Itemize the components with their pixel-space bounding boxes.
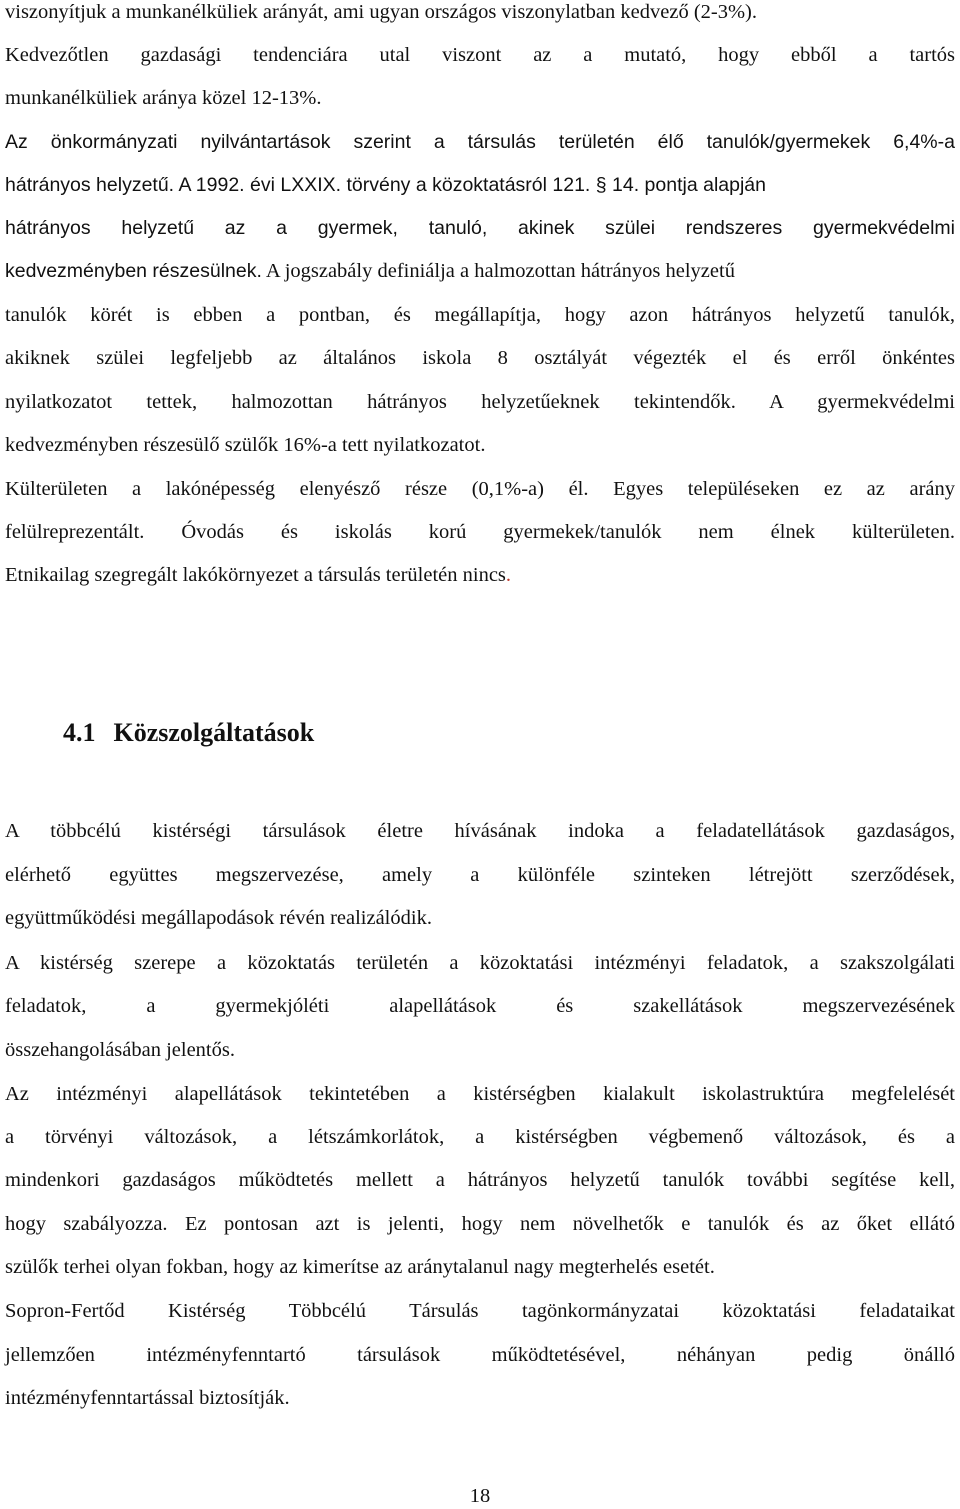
paragraph-line: jellemzően intézményfenntartó társulások működtetésével, néhányan pedig önálló	[5, 1344, 955, 1366]
line-segment: Etnikailag szegregált lakókörnyezet a társulás területén nincs	[5, 564, 506, 586]
paragraph-line: Külterületen a lakónépesség elenyésző része (0,1%-a) él. Egyes településeken ez az arány	[5, 478, 955, 500]
paragraph-line: Az intézményi alapellátások tekintetében a kistérségben kialakult iskolastruktúra megfelelését	[5, 1083, 955, 1105]
line-segment: A jogszabály definiálja a halmozottan hátrányos helyzetű	[265, 260, 735, 282]
paragraph-line: összehangolásában jelentős.	[5, 1039, 235, 1061]
paragraph-line: Sopron-Fertőd Kistérség Többcélú Társulás tagönkormányzatai közoktatási feladataikat	[5, 1300, 955, 1322]
section-heading	[63, 718, 314, 748]
paragraph-line: viszonyítjuk a munkanélküliek arányát, ami ugyan országos viszonylatban kedvező (2-3%).	[5, 1, 758, 23]
paragraph-line: együttműködési megállapodások révén realizálódik.	[5, 907, 432, 929]
paragraph-line: akiknek szülei legfeljebb az általános iskola 8 osztályát végezték el és erről önkéntes	[5, 347, 955, 369]
page-number: 18	[469, 1485, 491, 1507]
line-segment: kedvezményben részesülnek.	[5, 260, 262, 282]
paragraph-line: Az önkormányzati nyilvántartások szerint a társulás területén élő tanulók/gyermekek 6,4%-a	[5, 131, 955, 153]
paragraph-line: szülők terhei olyan fokban, hogy az kimerítse az aránytalanul nagy megterhelés esetét.	[5, 1256, 715, 1278]
paragraph-line: feladatok, a gyermekjóléti alapellátások és szakellátások megszervezésének	[5, 995, 955, 1017]
paragraph-line: felülreprezentált. Óvodás és iskolás korú gyermekek/tanulók nem élnek külterületen.	[5, 521, 955, 543]
line-segment: .	[505, 564, 512, 586]
paragraph-line: nyilatkozatot tettek, halmozottan hátrányos helyzetűeknek tekintendők. A gyermekvédelmi	[5, 391, 955, 413]
paragraph-line	[5, 259, 955, 283]
paragraph-line: a törvényi változások, a létszámkorlátok, a kistérségben végbemenő változások, és a	[5, 1126, 955, 1148]
paragraph-line: elérhető együttes megszervezése, amely a különféle szinteken létrejött szerződések,	[5, 864, 955, 886]
paragraph-line: A kistérség szerepe a közoktatás területén a közoktatási intézményi feladatok, a szakszolgálati	[5, 952, 955, 974]
paragraph-line: Kedvezőtlen gazdasági tendenciára utal viszont az a mutató, hogy ebből a tartós	[5, 44, 955, 66]
paragraph-line: hátrányos helyzetű. A 1992. évi LXXIX. törvény a közoktatásról 121. § 14. pontja alapján	[5, 174, 766, 196]
paragraph-line: kedvezményben részesülő szülők 16%-a tett nyilatkozatot.	[5, 434, 486, 456]
paragraph-line: hátrányos helyzetű az a gyermek, tanuló, akinek szülei rendszeres gyermekvédelmi	[5, 217, 955, 239]
section-number: 4.1	[63, 718, 96, 747]
paragraph-line: intézményfenntartással biztosítják.	[5, 1387, 290, 1409]
paragraph-line: tanulók körét is ebben a pontban, és megállapítja, hogy azon hátrányos helyzetű tanulók,	[5, 304, 955, 326]
paragraph-line: hogy szabályozza. Ez pontosan azt is jelenti, hogy nem növelhetők e tanulók és az őket ellátó	[5, 1213, 955, 1235]
paragraph-line: munkanélküliek aránya közel 12-13%.	[5, 87, 322, 109]
section-title: Közszolgáltatások	[113, 718, 315, 747]
paragraph-line	[5, 563, 955, 587]
paragraph-line: A többcélú kistérségi társulások életre hívásának indoka a feladatellátások gazdaságos,	[5, 820, 955, 842]
paragraph-line: mindenkori gazdaságos működtetés mellett a hátrányos helyzetű tanulók további segítése kell,	[5, 1169, 955, 1191]
